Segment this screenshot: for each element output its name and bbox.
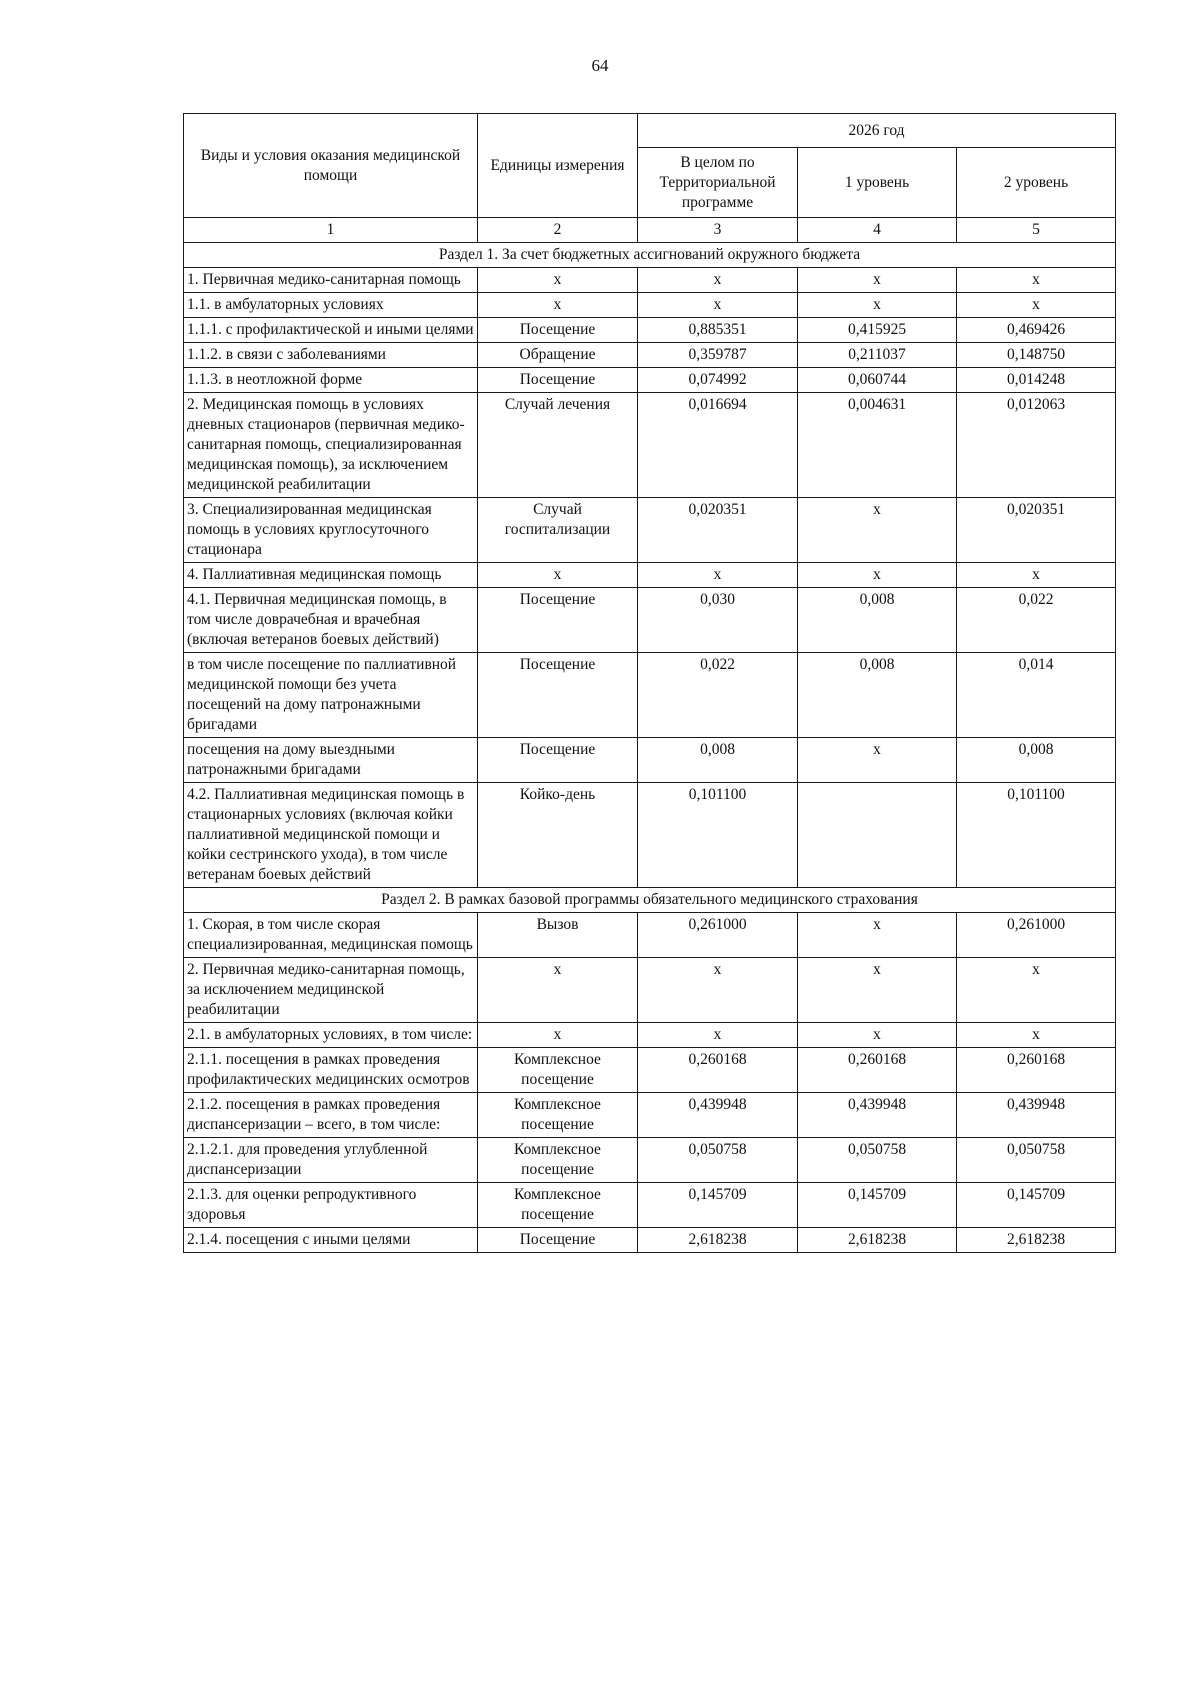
table-row <box>184 293 1116 318</box>
row-total: 0,261000 <box>638 913 798 958</box>
table-row <box>184 1048 1116 1093</box>
row-level1: 0,211037 <box>798 343 957 368</box>
row-label: 2. Медицинская помощь в условиях дневных стационаров (первичная медико-санитарная помощь, специализированная медицинская помощь), за исключением медицинской реабилитации <box>184 393 478 498</box>
row-total: х <box>638 268 798 293</box>
table-row <box>184 1093 1116 1138</box>
row-level2: х <box>957 268 1116 293</box>
section2-body <box>184 888 1116 1253</box>
row-unit: Комплексное посещение <box>478 1093 638 1138</box>
row-level2: 0,469426 <box>957 318 1116 343</box>
section-title-row <box>184 243 1116 268</box>
header-year: 2026 год <box>638 114 1116 148</box>
table-row <box>184 1183 1116 1228</box>
table-row <box>184 958 1116 1023</box>
row-total: 0,074992 <box>638 368 798 393</box>
row-level1: 0,004631 <box>798 393 957 498</box>
row-label: 1.1.2. в связи с заболеваниями <box>184 343 478 368</box>
row-level2: 0,148750 <box>957 343 1116 368</box>
row-unit: х <box>478 268 638 293</box>
row-level2: х <box>957 958 1116 1023</box>
row-level2: 0,261000 <box>957 913 1116 958</box>
table-row <box>184 268 1116 293</box>
row-label: 2. Первичная медико-санитарная помощь, за исключением медицинской реабилитации <box>184 958 478 1023</box>
row-label: 2.1.4. посещения с иными целями <box>184 1228 478 1253</box>
row-level1: 0,260168 <box>798 1048 957 1093</box>
row-level1: х <box>798 1023 957 1048</box>
row-level1: 0,008 <box>798 653 957 738</box>
row-unit: х <box>478 563 638 588</box>
row-level2: х <box>957 563 1116 588</box>
table-row <box>184 1138 1116 1183</box>
section1-body <box>184 243 1116 888</box>
row-label: 4.1. Первичная медицинская помощь, в том числе доврачебная и врачебная (включая ветеранов боевых действий) <box>184 588 478 653</box>
row-total: 0,260168 <box>638 1048 798 1093</box>
row-unit: х <box>478 1023 638 1048</box>
row-total: 0,101100 <box>638 783 798 888</box>
row-level2: 0,050758 <box>957 1138 1116 1183</box>
header-total: В целом по Территориальной программе <box>638 148 798 218</box>
table-row <box>184 318 1116 343</box>
row-level1 <box>798 783 957 888</box>
row-unit: Случай госпитализации <box>478 498 638 563</box>
table-row <box>184 588 1116 653</box>
row-level2: 0,101100 <box>957 783 1116 888</box>
table-row <box>184 393 1116 498</box>
section-title-row <box>184 888 1116 913</box>
row-label: 4.2. Паллиативная медицинская помощь в стационарных условиях (включая койки паллиативной медицинской помощи и койки сестринского ухода), в том числе ветеранам боевых действий <box>184 783 478 888</box>
row-total: 0,439948 <box>638 1093 798 1138</box>
row-level1: 2,618238 <box>798 1228 957 1253</box>
row-level1: 0,145709 <box>798 1183 957 1228</box>
row-unit: Койко-день <box>478 783 638 888</box>
row-total: 0,030 <box>638 588 798 653</box>
row-total: 0,145709 <box>638 1183 798 1228</box>
row-level2: х <box>957 1023 1116 1048</box>
row-unit: Посещение <box>478 1228 638 1253</box>
table-row <box>184 498 1116 563</box>
row-total: х <box>638 563 798 588</box>
row-total: 0,020351 <box>638 498 798 563</box>
row-unit: Комплексное посещение <box>478 1048 638 1093</box>
row-unit: Вызов <box>478 913 638 958</box>
table-row <box>184 913 1116 958</box>
row-unit: Обращение <box>478 343 638 368</box>
row-label: 2.1.2.1. для проведения углубленной диспансеризации <box>184 1138 478 1183</box>
row-unit: Посещение <box>478 368 638 393</box>
row-label: 1. Первичная медико-санитарная помощь <box>184 268 478 293</box>
row-label: 1.1.1. с профилактической и иными целями <box>184 318 478 343</box>
row-level1: х <box>798 958 957 1023</box>
row-level2: 2,618238 <box>957 1228 1116 1253</box>
row-unit: х <box>478 958 638 1023</box>
row-total: 0,050758 <box>638 1138 798 1183</box>
column-number: 2 <box>478 218 638 243</box>
row-level1: х <box>798 738 957 783</box>
row-level2: 0,022 <box>957 588 1116 653</box>
table-row <box>184 1023 1116 1048</box>
row-label: 2.1.2. посещения в рамках проведения диспансеризации – всего, в том числе: <box>184 1093 478 1138</box>
column-number: 3 <box>638 218 798 243</box>
section2-title: Раздел 2. В рамках базовой программы обязательного медицинского страхования <box>184 888 1116 913</box>
row-unit: Посещение <box>478 318 638 343</box>
row-level1: х <box>798 563 957 588</box>
row-unit: х <box>478 293 638 318</box>
row-level1: х <box>798 498 957 563</box>
row-total: 0,022 <box>638 653 798 738</box>
row-level1: 0,050758 <box>798 1138 957 1183</box>
header-level1: 1 уровень <box>798 148 957 218</box>
row-level1: х <box>798 913 957 958</box>
row-label: посещения на дому выездными патронажными бригадами <box>184 738 478 783</box>
column-numbers-row <box>184 218 1116 243</box>
row-level1: 0,060744 <box>798 368 957 393</box>
row-label: 4. Паллиативная медицинская помощь <box>184 563 478 588</box>
row-label: 2.1. в амбулаторных условиях, в том числе: <box>184 1023 478 1048</box>
row-unit: Случай лечения <box>478 393 638 498</box>
row-label: 3. Специализированная медицинская помощь в условиях круглосуточного стационара <box>184 498 478 563</box>
column-number: 4 <box>798 218 957 243</box>
row-unit: Посещение <box>478 653 638 738</box>
row-level1: х <box>798 268 957 293</box>
row-level2: х <box>957 293 1116 318</box>
table-row <box>184 783 1116 888</box>
header-care-type: Виды и условия оказания медицинской помощи <box>184 114 478 218</box>
row-total: 0,885351 <box>638 318 798 343</box>
row-level1: 0,439948 <box>798 1093 957 1138</box>
section1-title: Раздел 1. За счет бюджетных ассигнований окружного бюджета <box>184 243 1116 268</box>
row-label: 2.1.1. посещения в рамках проведения профилактических медицинских осмотров <box>184 1048 478 1093</box>
header-level2: 2 уровень <box>957 148 1116 218</box>
table-row <box>184 563 1116 588</box>
row-unit: Посещение <box>478 738 638 783</box>
row-level2: 0,012063 <box>957 393 1116 498</box>
row-label: 2.1.3. для оценки репродуктивного здоровья <box>184 1183 478 1228</box>
row-level2: 0,260168 <box>957 1048 1116 1093</box>
column-number: 1 <box>184 218 478 243</box>
row-total: 0,359787 <box>638 343 798 368</box>
row-total: 0,008 <box>638 738 798 783</box>
row-level2: 0,020351 <box>957 498 1116 563</box>
row-level2: 0,014 <box>957 653 1116 738</box>
row-label: 1.1. в амбулаторных условиях <box>184 293 478 318</box>
volume-table <box>183 113 1116 1253</box>
row-unit: Посещение <box>478 588 638 653</box>
row-level2: 0,145709 <box>957 1183 1116 1228</box>
row-total: х <box>638 958 798 1023</box>
row-total: х <box>638 293 798 318</box>
row-level2: 0,008 <box>957 738 1116 783</box>
table-row <box>184 738 1116 783</box>
row-total: х <box>638 1023 798 1048</box>
row-label: 1.1.3. в неотложной форме <box>184 368 478 393</box>
table-row <box>184 1228 1116 1253</box>
row-level2: 0,439948 <box>957 1093 1116 1138</box>
table-row <box>184 343 1116 368</box>
row-level1: х <box>798 293 957 318</box>
row-level1: 0,415925 <box>798 318 957 343</box>
row-unit: Комплексное посещение <box>478 1183 638 1228</box>
row-total: 0,016694 <box>638 393 798 498</box>
row-label: в том числе посещение по паллиативной медицинской помощи без учета посещений на дому патронажными бригадами <box>184 653 478 738</box>
row-unit: Комплексное посещение <box>478 1138 638 1183</box>
table-row <box>184 368 1116 393</box>
row-label: 1. Скорая, в том числе скорая специализированная, медицинская помощь <box>184 913 478 958</box>
row-total: 2,618238 <box>638 1228 798 1253</box>
row-level2: 0,014248 <box>957 368 1116 393</box>
column-number: 5 <box>957 218 1116 243</box>
header-unit: Единицы измерения <box>478 114 638 218</box>
page-number: 64 <box>591 56 609 75</box>
table-row <box>184 653 1116 738</box>
row-level1: 0,008 <box>798 588 957 653</box>
